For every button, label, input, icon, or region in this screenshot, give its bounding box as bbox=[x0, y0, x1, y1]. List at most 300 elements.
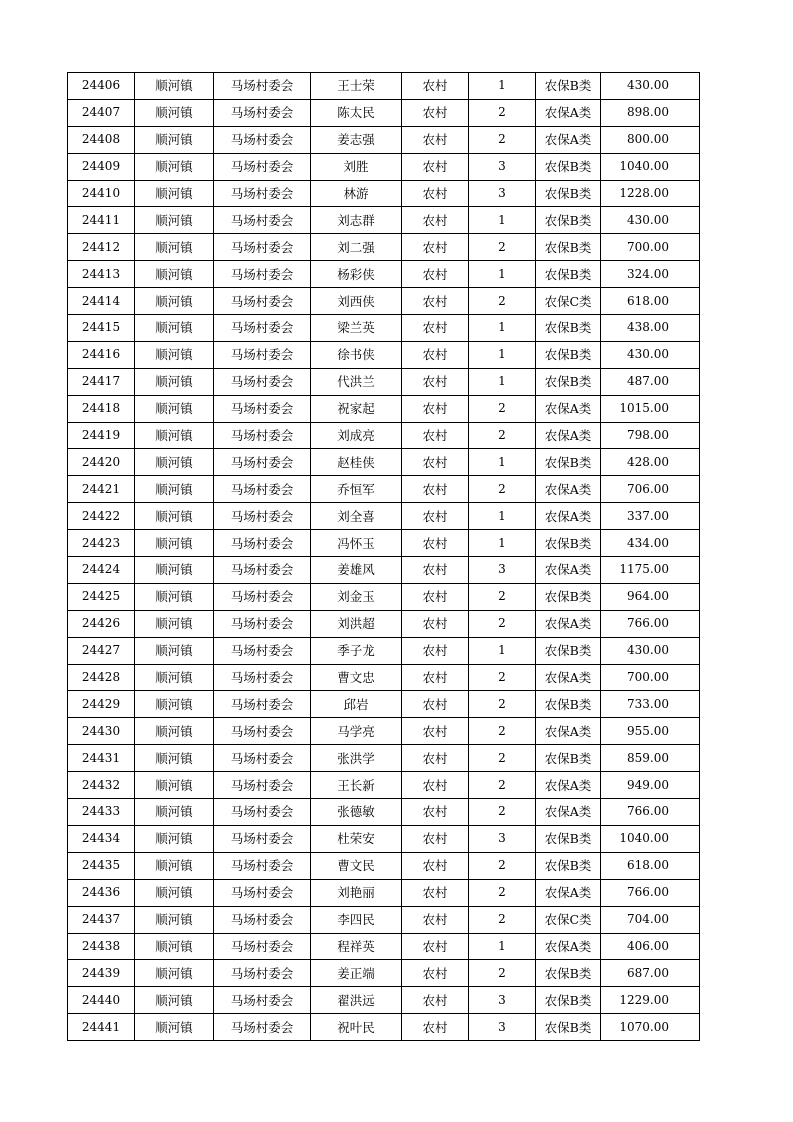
record-id-cell: 24427 bbox=[68, 637, 135, 664]
record-id-cell: 24422 bbox=[68, 503, 135, 530]
area-type-cell: 农村 bbox=[402, 799, 469, 826]
village-committee-cell: 马场村委会 bbox=[214, 395, 311, 422]
town-cell: 顺河镇 bbox=[135, 637, 214, 664]
town-cell: 顺河镇 bbox=[135, 718, 214, 745]
household-count-cell: 1 bbox=[469, 933, 536, 960]
record-id-cell: 24438 bbox=[68, 933, 135, 960]
name-cell: 赵桂侠 bbox=[311, 449, 402, 476]
area-type-cell: 农村 bbox=[402, 395, 469, 422]
area-type-cell: 农村 bbox=[402, 503, 469, 530]
household-count-cell: 2 bbox=[469, 772, 536, 799]
category-cell: 农保A类 bbox=[536, 476, 601, 503]
amount-cell: 898.00 bbox=[601, 99, 700, 126]
amount-cell: 337.00 bbox=[601, 503, 700, 530]
table-row bbox=[68, 368, 700, 395]
household-count-cell: 1 bbox=[469, 73, 536, 100]
record-id-cell: 24406 bbox=[68, 73, 135, 100]
village-committee-cell: 马场村委会 bbox=[214, 530, 311, 557]
town-cell: 顺河镇 bbox=[135, 341, 214, 368]
table-row bbox=[68, 691, 700, 718]
amount-cell: 406.00 bbox=[601, 933, 700, 960]
record-id-cell: 24439 bbox=[68, 960, 135, 987]
table-row bbox=[68, 852, 700, 879]
name-cell: 刘洪超 bbox=[311, 610, 402, 637]
amount-cell: 964.00 bbox=[601, 583, 700, 610]
town-cell: 顺河镇 bbox=[135, 987, 214, 1014]
area-type-cell: 农村 bbox=[402, 73, 469, 100]
household-count-cell: 3 bbox=[469, 1014, 536, 1041]
town-cell: 顺河镇 bbox=[135, 395, 214, 422]
amount-cell: 438.00 bbox=[601, 315, 700, 342]
town-cell: 顺河镇 bbox=[135, 503, 214, 530]
town-cell: 顺河镇 bbox=[135, 234, 214, 261]
area-type-cell: 农村 bbox=[402, 691, 469, 718]
name-cell: 刘金玉 bbox=[311, 583, 402, 610]
category-cell: 农保A类 bbox=[536, 422, 601, 449]
amount-cell: 949.00 bbox=[601, 772, 700, 799]
category-cell: 农保A类 bbox=[536, 557, 601, 584]
record-id-cell: 24409 bbox=[68, 153, 135, 180]
household-count-cell: 2 bbox=[469, 691, 536, 718]
village-committee-cell: 马场村委会 bbox=[214, 583, 311, 610]
town-cell: 顺河镇 bbox=[135, 422, 214, 449]
area-type-cell: 农村 bbox=[402, 745, 469, 772]
record-id-cell: 24434 bbox=[68, 825, 135, 852]
amount-cell: 428.00 bbox=[601, 449, 700, 476]
name-cell: 梁兰英 bbox=[311, 315, 402, 342]
table-row bbox=[68, 637, 700, 664]
table-row bbox=[68, 315, 700, 342]
record-id-cell: 24431 bbox=[68, 745, 135, 772]
area-type-cell: 农村 bbox=[402, 987, 469, 1014]
amount-cell: 1040.00 bbox=[601, 153, 700, 180]
table-row bbox=[68, 583, 700, 610]
category-cell: 农保B类 bbox=[536, 207, 601, 234]
category-cell: 农保B类 bbox=[536, 825, 601, 852]
table-row bbox=[68, 718, 700, 745]
household-count-cell: 3 bbox=[469, 825, 536, 852]
record-id-cell: 24419 bbox=[68, 422, 135, 449]
area-type-cell: 农村 bbox=[402, 126, 469, 153]
town-cell: 顺河镇 bbox=[135, 960, 214, 987]
town-cell: 顺河镇 bbox=[135, 583, 214, 610]
name-cell: 陈太民 bbox=[311, 99, 402, 126]
record-id-cell: 24410 bbox=[68, 180, 135, 207]
town-cell: 顺河镇 bbox=[135, 933, 214, 960]
table-row bbox=[68, 126, 700, 153]
village-committee-cell: 马场村委会 bbox=[214, 772, 311, 799]
table-row bbox=[68, 395, 700, 422]
name-cell: 乔恒军 bbox=[311, 476, 402, 503]
village-committee-cell: 马场村委会 bbox=[214, 368, 311, 395]
town-cell: 顺河镇 bbox=[135, 610, 214, 637]
name-cell: 刘成亮 bbox=[311, 422, 402, 449]
area-type-cell: 农村 bbox=[402, 180, 469, 207]
amount-cell: 1175.00 bbox=[601, 557, 700, 584]
town-cell: 顺河镇 bbox=[135, 73, 214, 100]
amount-cell: 324.00 bbox=[601, 261, 700, 288]
records-table bbox=[67, 72, 700, 1041]
category-cell: 农保A类 bbox=[536, 395, 601, 422]
name-cell: 姜雄风 bbox=[311, 557, 402, 584]
household-count-cell: 1 bbox=[469, 207, 536, 234]
table-row bbox=[68, 234, 700, 261]
name-cell: 刘全喜 bbox=[311, 503, 402, 530]
table-row bbox=[68, 664, 700, 691]
table-row bbox=[68, 261, 700, 288]
table-row bbox=[68, 153, 700, 180]
name-cell: 徐书侠 bbox=[311, 341, 402, 368]
category-cell: 农保C类 bbox=[536, 906, 601, 933]
category-cell: 农保A类 bbox=[536, 718, 601, 745]
village-committee-cell: 马场村委会 bbox=[214, 610, 311, 637]
amount-cell: 618.00 bbox=[601, 288, 700, 315]
amount-cell: 430.00 bbox=[601, 207, 700, 234]
town-cell: 顺河镇 bbox=[135, 557, 214, 584]
category-cell: 农保B类 bbox=[536, 341, 601, 368]
town-cell: 顺河镇 bbox=[135, 1014, 214, 1041]
record-id-cell: 24425 bbox=[68, 583, 135, 610]
village-committee-cell: 马场村委会 bbox=[214, 449, 311, 476]
category-cell: 农保A类 bbox=[536, 610, 601, 637]
record-id-cell: 24424 bbox=[68, 557, 135, 584]
category-cell: 农保B类 bbox=[536, 449, 601, 476]
village-committee-cell: 马场村委会 bbox=[214, 73, 311, 100]
town-cell: 顺河镇 bbox=[135, 825, 214, 852]
record-id-cell: 24441 bbox=[68, 1014, 135, 1041]
table-row bbox=[68, 476, 700, 503]
category-cell: 农保A类 bbox=[536, 126, 601, 153]
category-cell: 农保A类 bbox=[536, 503, 601, 530]
town-cell: 顺河镇 bbox=[135, 153, 214, 180]
household-count-cell: 3 bbox=[469, 557, 536, 584]
amount-cell: 766.00 bbox=[601, 799, 700, 826]
household-count-cell: 1 bbox=[469, 503, 536, 530]
village-committee-cell: 马场村委会 bbox=[214, 637, 311, 664]
town-cell: 顺河镇 bbox=[135, 476, 214, 503]
area-type-cell: 农村 bbox=[402, 153, 469, 180]
area-type-cell: 农村 bbox=[402, 368, 469, 395]
town-cell: 顺河镇 bbox=[135, 126, 214, 153]
area-type-cell: 农村 bbox=[402, 341, 469, 368]
table-row bbox=[68, 341, 700, 368]
area-type-cell: 农村 bbox=[402, 879, 469, 906]
category-cell: 农保A类 bbox=[536, 879, 601, 906]
record-id-cell: 24440 bbox=[68, 987, 135, 1014]
name-cell: 杨彩侠 bbox=[311, 261, 402, 288]
town-cell: 顺河镇 bbox=[135, 207, 214, 234]
household-count-cell: 2 bbox=[469, 960, 536, 987]
village-committee-cell: 马场村委会 bbox=[214, 960, 311, 987]
name-cell: 刘艳丽 bbox=[311, 879, 402, 906]
record-id-cell: 24411 bbox=[68, 207, 135, 234]
amount-cell: 733.00 bbox=[601, 691, 700, 718]
amount-cell: 706.00 bbox=[601, 476, 700, 503]
amount-cell: 434.00 bbox=[601, 530, 700, 557]
table-row bbox=[68, 745, 700, 772]
category-cell: 农保B类 bbox=[536, 583, 601, 610]
area-type-cell: 农村 bbox=[402, 583, 469, 610]
amount-cell: 430.00 bbox=[601, 341, 700, 368]
category-cell: 农保C类 bbox=[536, 288, 601, 315]
household-count-cell: 2 bbox=[469, 610, 536, 637]
table-row bbox=[68, 906, 700, 933]
village-committee-cell: 马场村委会 bbox=[214, 261, 311, 288]
category-cell: 农保B类 bbox=[536, 73, 601, 100]
village-committee-cell: 马场村委会 bbox=[214, 718, 311, 745]
table-row bbox=[68, 73, 700, 100]
town-cell: 顺河镇 bbox=[135, 261, 214, 288]
table-row bbox=[68, 1014, 700, 1041]
table-row bbox=[68, 503, 700, 530]
amount-cell: 1015.00 bbox=[601, 395, 700, 422]
name-cell: 程祥英 bbox=[311, 933, 402, 960]
town-cell: 顺河镇 bbox=[135, 852, 214, 879]
name-cell: 曹文忠 bbox=[311, 664, 402, 691]
area-type-cell: 农村 bbox=[402, 476, 469, 503]
area-type-cell: 农村 bbox=[402, 207, 469, 234]
amount-cell: 700.00 bbox=[601, 234, 700, 261]
name-cell: 邱岩 bbox=[311, 691, 402, 718]
town-cell: 顺河镇 bbox=[135, 772, 214, 799]
area-type-cell: 农村 bbox=[402, 852, 469, 879]
name-cell: 杜荣安 bbox=[311, 825, 402, 852]
category-cell: 农保B类 bbox=[536, 368, 601, 395]
record-id-cell: 24436 bbox=[68, 879, 135, 906]
area-type-cell: 农村 bbox=[402, 1014, 469, 1041]
household-count-cell: 2 bbox=[469, 745, 536, 772]
village-committee-cell: 马场村委会 bbox=[214, 745, 311, 772]
category-cell: 农保B类 bbox=[536, 852, 601, 879]
record-id-cell: 24426 bbox=[68, 610, 135, 637]
table-row bbox=[68, 180, 700, 207]
record-id-cell: 24432 bbox=[68, 772, 135, 799]
name-cell: 王士荣 bbox=[311, 73, 402, 100]
village-committee-cell: 马场村委会 bbox=[214, 852, 311, 879]
village-committee-cell: 马场村委会 bbox=[214, 987, 311, 1014]
name-cell: 刘志群 bbox=[311, 207, 402, 234]
town-cell: 顺河镇 bbox=[135, 180, 214, 207]
household-count-cell: 1 bbox=[469, 341, 536, 368]
area-type-cell: 农村 bbox=[402, 718, 469, 745]
household-count-cell: 1 bbox=[469, 261, 536, 288]
area-type-cell: 农村 bbox=[402, 557, 469, 584]
amount-cell: 1229.00 bbox=[601, 987, 700, 1014]
town-cell: 顺河镇 bbox=[135, 745, 214, 772]
area-type-cell: 农村 bbox=[402, 422, 469, 449]
record-id-cell: 24433 bbox=[68, 799, 135, 826]
table-row bbox=[68, 933, 700, 960]
area-type-cell: 农村 bbox=[402, 610, 469, 637]
table-row bbox=[68, 825, 700, 852]
area-type-cell: 农村 bbox=[402, 664, 469, 691]
household-count-cell: 2 bbox=[469, 664, 536, 691]
table-row bbox=[68, 879, 700, 906]
category-cell: 农保B类 bbox=[536, 745, 601, 772]
amount-cell: 430.00 bbox=[601, 73, 700, 100]
amount-cell: 704.00 bbox=[601, 906, 700, 933]
village-committee-cell: 马场村委会 bbox=[214, 906, 311, 933]
table-row bbox=[68, 960, 700, 987]
table-row bbox=[68, 99, 700, 126]
name-cell: 祝家起 bbox=[311, 395, 402, 422]
household-count-cell: 3 bbox=[469, 987, 536, 1014]
amount-cell: 700.00 bbox=[601, 664, 700, 691]
amount-cell: 487.00 bbox=[601, 368, 700, 395]
table-row bbox=[68, 557, 700, 584]
table-row bbox=[68, 530, 700, 557]
village-committee-cell: 马场村委会 bbox=[214, 664, 311, 691]
amount-cell: 800.00 bbox=[601, 126, 700, 153]
record-id-cell: 24437 bbox=[68, 906, 135, 933]
record-id-cell: 24413 bbox=[68, 261, 135, 288]
village-committee-cell: 马场村委会 bbox=[214, 153, 311, 180]
record-id-cell: 24416 bbox=[68, 341, 135, 368]
town-cell: 顺河镇 bbox=[135, 315, 214, 342]
area-type-cell: 农村 bbox=[402, 933, 469, 960]
area-type-cell: 农村 bbox=[402, 906, 469, 933]
name-cell: 季子龙 bbox=[311, 637, 402, 664]
record-id-cell: 24414 bbox=[68, 288, 135, 315]
name-cell: 姜正端 bbox=[311, 960, 402, 987]
area-type-cell: 农村 bbox=[402, 449, 469, 476]
area-type-cell: 农村 bbox=[402, 960, 469, 987]
village-committee-cell: 马场村委会 bbox=[214, 234, 311, 261]
amount-cell: 687.00 bbox=[601, 960, 700, 987]
village-committee-cell: 马场村委会 bbox=[214, 557, 311, 584]
category-cell: 农保B类 bbox=[536, 234, 601, 261]
area-type-cell: 农村 bbox=[402, 234, 469, 261]
village-committee-cell: 马场村委会 bbox=[214, 933, 311, 960]
household-count-cell: 2 bbox=[469, 99, 536, 126]
area-type-cell: 农村 bbox=[402, 530, 469, 557]
village-committee-cell: 马场村委会 bbox=[214, 99, 311, 126]
record-id-cell: 24420 bbox=[68, 449, 135, 476]
household-count-cell: 1 bbox=[469, 449, 536, 476]
category-cell: 农保B类 bbox=[536, 1014, 601, 1041]
household-count-cell: 2 bbox=[469, 395, 536, 422]
name-cell: 姜志强 bbox=[311, 126, 402, 153]
village-committee-cell: 马场村委会 bbox=[214, 691, 311, 718]
village-committee-cell: 马场村委会 bbox=[214, 476, 311, 503]
village-committee-cell: 马场村委会 bbox=[214, 825, 311, 852]
town-cell: 顺河镇 bbox=[135, 99, 214, 126]
amount-cell: 1070.00 bbox=[601, 1014, 700, 1041]
household-count-cell: 2 bbox=[469, 799, 536, 826]
table-row bbox=[68, 288, 700, 315]
amount-cell: 430.00 bbox=[601, 637, 700, 664]
household-count-cell: 2 bbox=[469, 126, 536, 153]
table-row bbox=[68, 987, 700, 1014]
town-cell: 顺河镇 bbox=[135, 664, 214, 691]
area-type-cell: 农村 bbox=[402, 315, 469, 342]
household-count-cell: 2 bbox=[469, 234, 536, 261]
area-type-cell: 农村 bbox=[402, 825, 469, 852]
village-committee-cell: 马场村委会 bbox=[214, 315, 311, 342]
table-row bbox=[68, 449, 700, 476]
household-count-cell: 2 bbox=[469, 852, 536, 879]
name-cell: 李四民 bbox=[311, 906, 402, 933]
category-cell: 农保A类 bbox=[536, 99, 601, 126]
table-row bbox=[68, 610, 700, 637]
amount-cell: 798.00 bbox=[601, 422, 700, 449]
category-cell: 农保B类 bbox=[536, 261, 601, 288]
household-count-cell: 1 bbox=[469, 530, 536, 557]
name-cell: 张德敏 bbox=[311, 799, 402, 826]
category-cell: 农保B类 bbox=[536, 637, 601, 664]
name-cell: 冯怀玉 bbox=[311, 530, 402, 557]
amount-cell: 766.00 bbox=[601, 879, 700, 906]
household-count-cell: 3 bbox=[469, 180, 536, 207]
record-id-cell: 24430 bbox=[68, 718, 135, 745]
household-count-cell: 2 bbox=[469, 288, 536, 315]
household-count-cell: 2 bbox=[469, 476, 536, 503]
table-row bbox=[68, 207, 700, 234]
village-committee-cell: 马场村委会 bbox=[214, 879, 311, 906]
category-cell: 农保A类 bbox=[536, 933, 601, 960]
area-type-cell: 农村 bbox=[402, 261, 469, 288]
town-cell: 顺河镇 bbox=[135, 799, 214, 826]
village-committee-cell: 马场村委会 bbox=[214, 126, 311, 153]
name-cell: 刘西侠 bbox=[311, 288, 402, 315]
town-cell: 顺河镇 bbox=[135, 879, 214, 906]
name-cell: 张洪学 bbox=[311, 745, 402, 772]
village-committee-cell: 马场村委会 bbox=[214, 288, 311, 315]
category-cell: 农保A类 bbox=[536, 799, 601, 826]
name-cell: 马学亮 bbox=[311, 718, 402, 745]
town-cell: 顺河镇 bbox=[135, 691, 214, 718]
record-id-cell: 24418 bbox=[68, 395, 135, 422]
category-cell: 农保B类 bbox=[536, 530, 601, 557]
table-row bbox=[68, 772, 700, 799]
name-cell: 刘胜 bbox=[311, 153, 402, 180]
village-committee-cell: 马场村委会 bbox=[214, 341, 311, 368]
amount-cell: 859.00 bbox=[601, 745, 700, 772]
amount-cell: 955.00 bbox=[601, 718, 700, 745]
village-committee-cell: 马场村委会 bbox=[214, 207, 311, 234]
record-id-cell: 24429 bbox=[68, 691, 135, 718]
table-row bbox=[68, 422, 700, 449]
record-id-cell: 24428 bbox=[68, 664, 135, 691]
record-id-cell: 24408 bbox=[68, 126, 135, 153]
record-id-cell: 24407 bbox=[68, 99, 135, 126]
category-cell: 农保B类 bbox=[536, 315, 601, 342]
record-id-cell: 24417 bbox=[68, 368, 135, 395]
household-count-cell: 1 bbox=[469, 368, 536, 395]
name-cell: 王长新 bbox=[311, 772, 402, 799]
records-table-body bbox=[68, 73, 700, 1041]
household-count-cell: 2 bbox=[469, 879, 536, 906]
amount-cell: 1228.00 bbox=[601, 180, 700, 207]
town-cell: 顺河镇 bbox=[135, 368, 214, 395]
category-cell: 农保B类 bbox=[536, 180, 601, 207]
village-committee-cell: 马场村委会 bbox=[214, 422, 311, 449]
amount-cell: 766.00 bbox=[601, 610, 700, 637]
category-cell: 农保B类 bbox=[536, 153, 601, 180]
village-committee-cell: 马场村委会 bbox=[214, 1014, 311, 1041]
household-count-cell: 3 bbox=[469, 153, 536, 180]
household-count-cell: 2 bbox=[469, 906, 536, 933]
name-cell: 林游 bbox=[311, 180, 402, 207]
area-type-cell: 农村 bbox=[402, 637, 469, 664]
town-cell: 顺河镇 bbox=[135, 530, 214, 557]
record-id-cell: 24412 bbox=[68, 234, 135, 261]
town-cell: 顺河镇 bbox=[135, 288, 214, 315]
village-committee-cell: 马场村委会 bbox=[214, 503, 311, 530]
table-row bbox=[68, 799, 700, 826]
town-cell: 顺河镇 bbox=[135, 449, 214, 476]
village-committee-cell: 马场村委会 bbox=[214, 180, 311, 207]
